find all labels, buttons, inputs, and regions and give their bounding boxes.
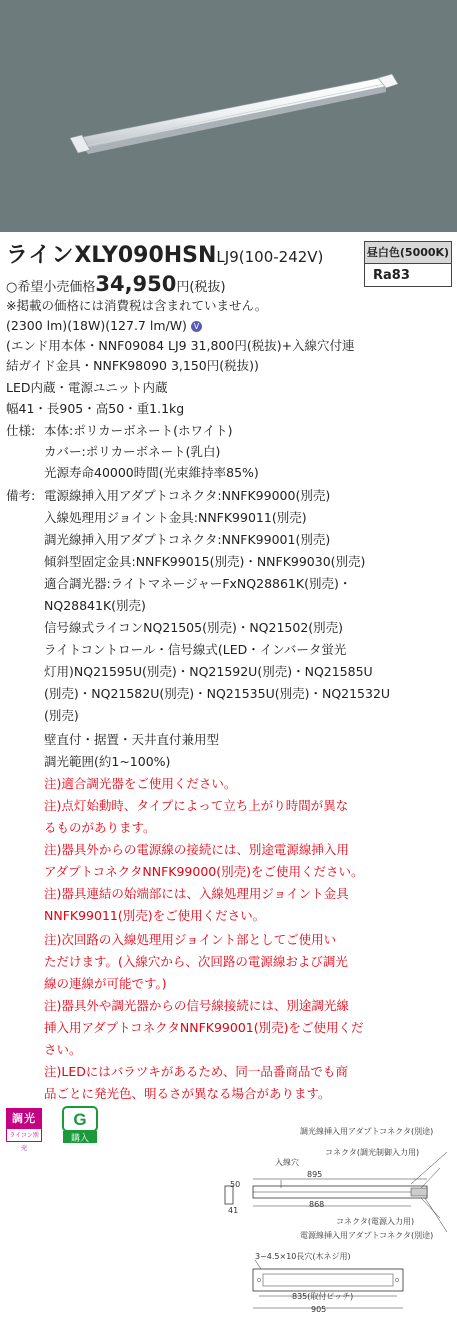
note-line: 品ごとに発光色、明るさが異なる場合があります。 bbox=[44, 1086, 331, 1101]
note-line: 注)次回路の入線処理用ジョイント部としてご使用い bbox=[44, 932, 337, 947]
led-builtin: LED内蔵・電源ユニット内蔵 bbox=[6, 380, 168, 395]
remark-item: 調光範囲(約1~100%) bbox=[44, 754, 171, 769]
note-line: 注)器具外からの電源線の接続には、別途電源線挿入用 bbox=[44, 842, 349, 857]
dim-label-835: 835(取付ピッチ) bbox=[292, 1292, 354, 1301]
model-suffix: LJ9 bbox=[216, 248, 239, 266]
note-line: るものがあります。 bbox=[44, 820, 156, 835]
spec-label: 仕様: bbox=[6, 423, 36, 438]
remark-item: NQ28841K(別売) bbox=[44, 598, 146, 613]
product-photo bbox=[0, 0, 457, 232]
dim-label-895: 895 bbox=[307, 1170, 323, 1179]
remark-item: ライトコントロール・信号線式(LED・インバータ蛍光 bbox=[44, 642, 347, 657]
note-line: 注)器具連結の始端部には、入線処理用ジョイント金具 bbox=[44, 886, 349, 901]
green-badge-label: 購入 bbox=[70, 1134, 90, 1144]
price-label: ○希望小売価格 bbox=[6, 280, 96, 295]
tax-note: ※掲載の価格には消費税は含まれていません。 bbox=[6, 298, 268, 313]
spec-item: カバー:ポリカーボネート(乳白) bbox=[44, 444, 221, 459]
remark-item: (別売) bbox=[44, 708, 79, 723]
note-line: NNFK99011(別売)をご使用ください。 bbox=[44, 908, 266, 923]
luminaire-image bbox=[0, 0, 457, 232]
dimensions-line: 幅41・長905・高50・重1.1kg bbox=[6, 401, 185, 416]
v-mark-icon: V bbox=[191, 321, 202, 332]
product-title bbox=[6, 238, 323, 274]
note-line: 注)適合調光器をご使用ください。 bbox=[44, 776, 237, 791]
note-line: ただけます。(入線穴から、次回路の電源線および調光 bbox=[44, 954, 348, 969]
dim-label-holes: 3~4.5×10長穴(木ネジ用) bbox=[255, 1252, 351, 1261]
price-value: 34,950 bbox=[95, 272, 177, 296]
remark-item: 入線処理用ジョイント金具:NNFK99011(別売) bbox=[44, 510, 307, 525]
dim-label-905: 905 bbox=[311, 1305, 327, 1314]
dim-label-868: 868 bbox=[309, 1200, 325, 1209]
dim-label-41: 41 bbox=[228, 1206, 239, 1215]
color-label: 昼白色(5000K) bbox=[365, 242, 451, 264]
remarks-label: 備考: bbox=[6, 488, 36, 503]
remark-item: 灯用)NQ21595U(別売)・NQ21592U(別売)・NQ21585U bbox=[44, 664, 373, 679]
note-line: 線の連線が可能です。) bbox=[44, 976, 167, 991]
lumen-line bbox=[6, 316, 202, 336]
color-temperature-box bbox=[364, 241, 452, 287]
remark-item: 壁直付・据置・天井直付兼用型 bbox=[44, 732, 220, 747]
ra-value: Ra83 bbox=[373, 268, 410, 283]
green-g-letter: G bbox=[73, 1110, 87, 1129]
note-line: 注)点灯始動時、タイプによって立ち上がり時間が異な bbox=[44, 798, 349, 813]
note-line: 挿入用アダプトコネクタNNFK99001(別売)をご使用くだ bbox=[44, 1020, 364, 1035]
dimming-badge-sub: ライコン別売 bbox=[9, 1132, 39, 1152]
dim-label-power-connector: 電源線挿入用アダプトコネクタ(別途) bbox=[300, 1231, 434, 1240]
remark-item: 調光線挿入用アダプトコネクタ:NNFK99001(別売) bbox=[44, 532, 331, 547]
dim-label-dimming-connector: 調光線挿入用アダプトコネクタ(別途) bbox=[300, 1127, 434, 1136]
model-number: XLY090HSN bbox=[74, 243, 217, 268]
remark-item: 信号線式ライコンNQ21505(別売)・NQ21502(別売) bbox=[44, 620, 344, 635]
green-g-icon bbox=[62, 1106, 98, 1144]
price-row bbox=[6, 272, 226, 298]
price-unit: 円(税抜) bbox=[176, 280, 226, 295]
note-line: アダプトコネクタNNFK99000(別売)をご使用ください。 bbox=[44, 864, 364, 879]
lumen-text: (2300 lm)(18W)(127.7 lm/W) bbox=[6, 318, 187, 333]
spec-item: 光源寿命40000時間(光束維持率85%) bbox=[44, 465, 259, 480]
dimming-badge bbox=[6, 1108, 42, 1152]
green-purchase-badge bbox=[62, 1106, 98, 1144]
note-line: さい。 bbox=[44, 1042, 82, 1057]
dim-label-connector-ctrl: コネクタ(調光制御入力用) bbox=[325, 1148, 420, 1157]
voltage: (100-242V) bbox=[238, 248, 324, 266]
remark-item: 適合調光器:ライトマネージャーFxNQ28861K(別売)・ bbox=[44, 576, 352, 591]
remark-item: 傾斜型固定金具:NNFK99015(別売)・NNFK99030(別売) bbox=[44, 554, 366, 569]
remark-item: (別売)・NQ21582U(別売)・NQ21535U(別売)・NQ21532U bbox=[44, 686, 391, 701]
connector-block bbox=[411, 1188, 427, 1196]
note-line: 注)器具外や調光器からの信号線接続には、別途調光線 bbox=[44, 998, 349, 1013]
dim-label-50: 50 bbox=[230, 1180, 241, 1189]
note-line: 注)LEDにはバラツキがあるため、同一品番商品でも商 bbox=[44, 1064, 348, 1079]
dim-label-entry-hole: 入線穴 bbox=[275, 1158, 299, 1167]
title-prefix: ライン bbox=[6, 243, 75, 268]
spec-item: 本体:ポリカーボネート(ホワイト) bbox=[44, 423, 233, 438]
dim-label-connector-power: コネクタ(電源入力用) bbox=[336, 1217, 415, 1226]
set-line-2: 結ガイド金具・NNFK98090 3,150円(税抜)) bbox=[6, 358, 259, 373]
set-line-1: (エンド用本体・NNF09084 LJ9 31,800円(税抜)+入線穴付連 bbox=[6, 338, 355, 353]
body-top-view bbox=[253, 1269, 403, 1291]
remark-item: 電源線挿入用アダプトコネクタ:NNFK99000(別売) bbox=[44, 488, 331, 503]
dimming-badge-title: 調光 bbox=[7, 1109, 41, 1129]
